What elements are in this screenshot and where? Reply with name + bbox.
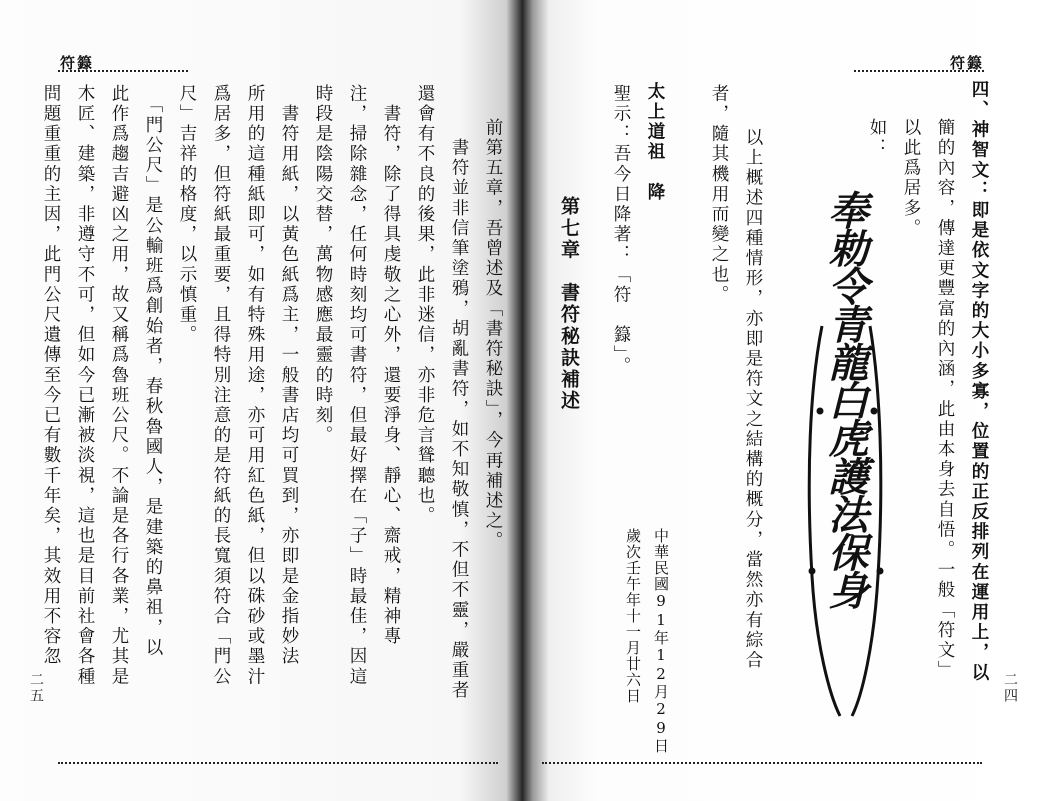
right-header-rule	[854, 70, 984, 72]
left-page	[0, 0, 522, 801]
right-col-6: 者，隨其機用而變之也。	[709, 84, 729, 306]
right-col-1: 四、神智文：即是依文字的大小多寡，位置的正反排列在運用上，以	[969, 80, 989, 683]
left-col-9: 爲居多，但符紙最重要，且得特別注意的是符紙的長寬須符合「門公	[211, 84, 231, 687]
revelation-line-1: 太上道祖 降	[645, 82, 665, 203]
date-line-1: 中華民國91年12月29日	[652, 528, 670, 754]
left-col-1: 前第五章，吾曾述及「書符秘訣」，今再補述之。	[483, 118, 503, 552]
right-col-4: 如：	[867, 118, 887, 159]
right-col-2: 簡的內容，傳達更豐富的內涵，此由本身去自悟。一般「符文」	[935, 118, 955, 681]
date-line-2: 歲次壬午年十一月廿六日	[624, 528, 642, 704]
left-col-5: 注，掃除雜念，任何時刻均可書符，但最好擇在「子」時最佳，因這	[347, 84, 367, 687]
left-col-3: 還會有不良的後果，此非迷信，亦非危言聳聽也。	[415, 84, 435, 527]
right-footer-rule	[542, 762, 982, 764]
left-col-7: 書符用紙，以黃色紙爲主，一般書店均可買到，亦即是金指妙法	[279, 84, 299, 667]
right-page-number: 二四	[1002, 672, 1018, 704]
left-col-10: 尺」吉祥的格度，以示慎重。	[177, 84, 197, 346]
left-page-number: 二五	[28, 672, 44, 704]
left-col-12: 此作爲趨吉避凶之用，故又稱爲魯班公尺。不論是各行各業，尤其是	[109, 84, 129, 687]
right-page	[522, 0, 1064, 801]
left-col-14: 問題重重的主因，此門公尺遺傳至今已有數千年矣，其效用不容忽	[41, 84, 61, 667]
left-running-header: 符籙	[60, 54, 95, 72]
chapter-title: 第七章 書符秘訣補述	[558, 196, 580, 412]
left-col-8: 所用的這種紙即可，如有特殊用途，亦可用紅色紙，但以硃砂或墨汁	[245, 84, 265, 687]
talisman-text: 奉勅令青龍白虎護法保身	[822, 190, 869, 608]
left-col-6: 時段是陰陽交替，萬物感應最靈的時刻。	[313, 84, 333, 446]
left-footer-rule	[58, 762, 498, 764]
left-col-11: 「門公尺」是公輸班爲創始者，春秋魯國人，是建築的鼻祖，以	[143, 84, 163, 659]
right-running-header: 符籙	[950, 54, 985, 72]
right-col-5: 以上概述四種情形，亦即是符文之結構的概分，當然亦有綜合	[743, 128, 763, 671]
revelation-line-2: 聖示：吾今日降著：「符 籙」。	[611, 84, 631, 377]
left-col-2: 書符並非信筆塗鴉，胡亂書符，如不知敬慎，不但不靈，嚴重者	[449, 118, 469, 701]
right-col-3: 以此爲居多。	[901, 118, 921, 239]
left-header-rule	[58, 70, 188, 72]
left-col-4: 書符，除了得具虔敬之心外，還要淨身、靜心、齋戒，精神專	[381, 84, 401, 647]
left-col-13: 木匠、建築，非遵守不可，但如今已漸被淡視，這也是目前社會各種	[75, 84, 95, 687]
